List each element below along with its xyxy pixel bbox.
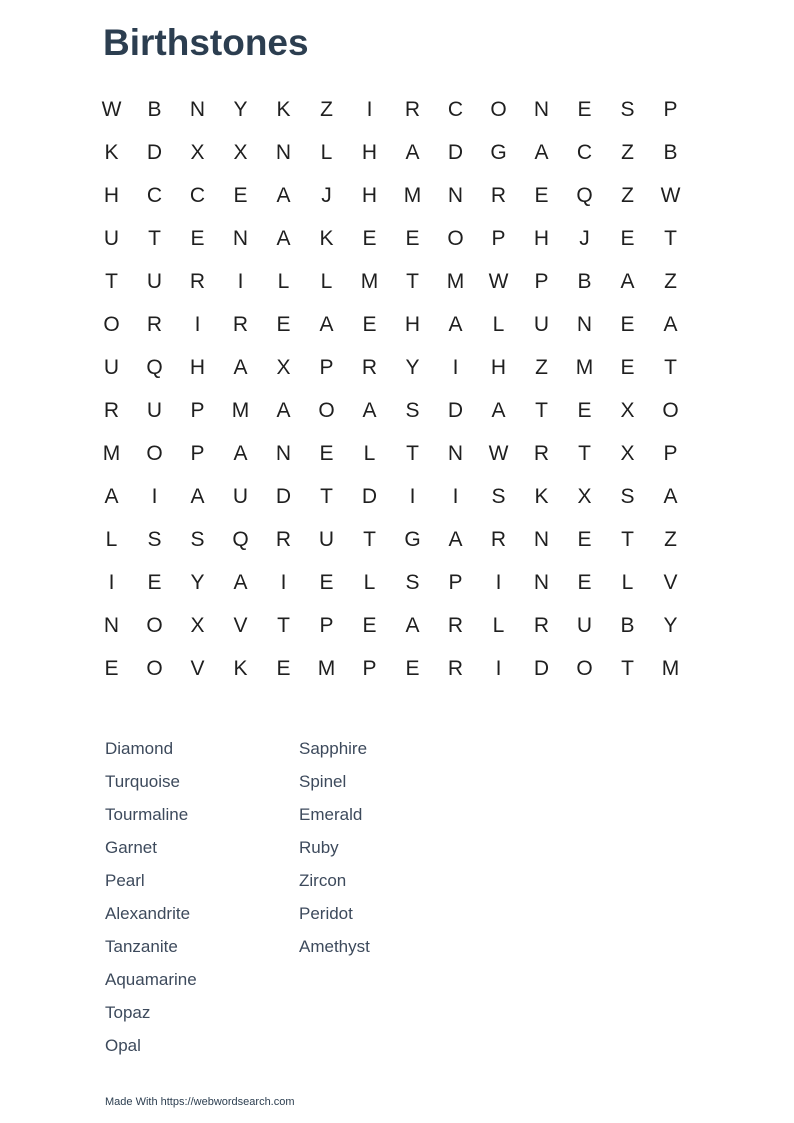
grid-letter: Z: [621, 141, 634, 164]
grid-letter: E: [534, 184, 549, 207]
word-list: [105, 738, 493, 1068]
grid-letter: P: [491, 227, 506, 250]
grid-letter: T: [578, 442, 591, 465]
grid-letter: I: [237, 270, 244, 293]
grid-letter: I: [452, 485, 459, 508]
grid-letter: N: [275, 141, 292, 164]
grid-letter: O: [146, 614, 163, 637]
grid-letter: L: [320, 270, 333, 293]
grid-letter: K: [319, 227, 334, 250]
grid-letter: S: [620, 98, 635, 121]
grid-letter: O: [576, 657, 593, 680]
grid-letter: R: [361, 356, 378, 379]
grid-letter: D: [533, 657, 550, 680]
grid-letter: V: [233, 614, 248, 637]
grid-letter: R: [490, 528, 507, 551]
grid-letter: D: [447, 399, 464, 422]
grid-letter: A: [233, 442, 248, 465]
grid-letter: X: [190, 141, 205, 164]
grid-letter: O: [103, 313, 120, 336]
grid-letter: M: [403, 184, 422, 207]
grid-letter: P: [190, 399, 205, 422]
grid-letter: W: [488, 442, 509, 465]
grid-letter: H: [361, 141, 378, 164]
grid-letter: K: [104, 141, 119, 164]
grid-letter: A: [534, 141, 549, 164]
grid-letter: E: [319, 571, 334, 594]
grid-letter: A: [663, 485, 678, 508]
grid-letter: E: [577, 399, 592, 422]
grid-letter: N: [447, 442, 464, 465]
grid-row: [90, 131, 692, 174]
grid-letter: R: [275, 528, 292, 551]
word-item: Peridot: [299, 904, 353, 923]
grid-letter: Q: [232, 528, 249, 551]
grid-letter: E: [276, 657, 291, 680]
grid-letter: C: [146, 184, 163, 207]
grid-letter: E: [319, 442, 334, 465]
grid-letter: M: [360, 270, 379, 293]
grid-letter: S: [405, 571, 420, 594]
word-item: Diamond: [105, 739, 174, 758]
grid-letter: M: [231, 399, 250, 422]
grid-letter: E: [233, 184, 248, 207]
grid-letter: E: [362, 313, 377, 336]
word-column: [105, 738, 299, 1068]
grid-letter: S: [190, 528, 205, 551]
grid-letter: P: [534, 270, 549, 293]
grid-letter: S: [491, 485, 506, 508]
grid-letter: I: [108, 571, 115, 594]
grid-letter: A: [491, 399, 506, 422]
grid-letter: M: [317, 657, 336, 680]
word-item: Spinel: [299, 772, 347, 791]
grid-letter: U: [146, 270, 163, 293]
footer-credit: Made With https://webwordsearch.com: [105, 1096, 295, 1108]
word-item: Tanzanite: [105, 937, 178, 956]
grid-letter: A: [319, 313, 334, 336]
grid-letter: T: [406, 442, 419, 465]
grid-letter: N: [533, 571, 550, 594]
grid-letter: E: [577, 571, 592, 594]
grid-letter: B: [147, 98, 162, 121]
grid-row: [90, 217, 692, 260]
grid-letter: A: [233, 356, 248, 379]
grid-letter: K: [233, 657, 248, 680]
word-column: [299, 738, 493, 1068]
grid-letter: A: [276, 184, 291, 207]
grid-letter: I: [452, 356, 459, 379]
grid-letter: E: [405, 227, 420, 250]
grid-row: [90, 604, 692, 647]
grid-letter: N: [533, 98, 550, 121]
grid-letter: M: [446, 270, 465, 293]
grid-letter: I: [409, 485, 416, 508]
grid-letter: A: [448, 313, 463, 336]
grid-letter: X: [233, 141, 248, 164]
grid-letter: S: [620, 485, 635, 508]
grid-letter: N: [533, 528, 550, 551]
grid-letter: Y: [663, 614, 678, 637]
grid-letter: J: [321, 184, 332, 207]
grid-letter: R: [232, 313, 249, 336]
grid-letter: H: [533, 227, 550, 250]
grid-letter: G: [490, 141, 507, 164]
grid-letter: R: [189, 270, 206, 293]
grid-letter: L: [363, 442, 376, 465]
grid-letter: S: [147, 528, 162, 551]
grid-letter: N: [189, 98, 206, 121]
grid-letter: A: [663, 313, 678, 336]
grid-letter: W: [488, 270, 509, 293]
grid-letter: D: [146, 141, 163, 164]
word-item: Amethyst: [299, 937, 370, 956]
word-item: Topaz: [105, 1003, 151, 1022]
grid-letter: C: [576, 141, 593, 164]
grid-letter: D: [275, 485, 292, 508]
word-item: Tourmaline: [105, 805, 189, 824]
grid-letter: A: [276, 227, 291, 250]
grid-letter: J: [579, 227, 590, 250]
grid-row: [90, 174, 692, 217]
grid-letter: E: [620, 227, 635, 250]
grid-letter: D: [447, 141, 464, 164]
grid-letter: A: [104, 485, 119, 508]
grid-letter: N: [447, 184, 464, 207]
grid-letter: T: [105, 270, 118, 293]
grid-letter: U: [576, 614, 593, 637]
grid-letter: I: [495, 657, 502, 680]
grid-letter: T: [277, 614, 290, 637]
grid-letter: E: [577, 528, 592, 551]
grid-letter: P: [362, 657, 377, 680]
grid-letter: O: [318, 399, 335, 422]
grid-letter: A: [276, 399, 291, 422]
grid-letter: Q: [146, 356, 163, 379]
grid-letter: S: [405, 399, 420, 422]
grid-letter: B: [577, 270, 592, 293]
grid-letter: R: [404, 98, 421, 121]
grid-letter: T: [148, 227, 161, 250]
grid-letter: H: [103, 184, 120, 207]
grid-letter: P: [319, 356, 334, 379]
grid-letter: U: [232, 485, 249, 508]
grid-letter: T: [664, 356, 677, 379]
grid-letter: I: [366, 98, 373, 121]
grid-letter: T: [320, 485, 333, 508]
grid-letter: E: [362, 227, 377, 250]
grid-letter: E: [577, 98, 592, 121]
grid-letter: M: [661, 657, 680, 680]
grid-letter: I: [280, 571, 287, 594]
grid-letter: A: [362, 399, 377, 422]
grid-letter: O: [447, 227, 464, 250]
word-item: Emerald: [299, 805, 363, 824]
grid-letter: N: [232, 227, 249, 250]
grid-letter: A: [233, 571, 248, 594]
grid-row: [90, 432, 692, 475]
grid-row: [90, 389, 692, 432]
grid-letter: N: [576, 313, 593, 336]
grid-letter: L: [621, 571, 634, 594]
grid-row: [90, 475, 692, 518]
page-title: Birthstones: [103, 22, 309, 63]
grid-letter: P: [319, 614, 334, 637]
grid-letter: T: [621, 528, 634, 551]
grid-letter: N: [103, 614, 120, 637]
word-item: Opal: [105, 1036, 141, 1055]
grid-letter: E: [190, 227, 205, 250]
grid-letter: Z: [535, 356, 548, 379]
grid-row: [90, 346, 692, 389]
grid-letter: E: [104, 657, 119, 680]
grid-letter: C: [447, 98, 464, 121]
word-item: Sapphire: [299, 739, 368, 758]
grid-letter: K: [276, 98, 291, 121]
word-item: Garnet: [105, 838, 157, 857]
grid-letter: L: [363, 571, 376, 594]
grid-letter: A: [448, 528, 463, 551]
grid-letter: Y: [405, 356, 420, 379]
word-item: Aquamarine: [105, 970, 197, 989]
grid-letter: T: [535, 399, 548, 422]
grid-row: [90, 260, 692, 303]
grid-letter: Y: [190, 571, 205, 594]
grid-letter: E: [147, 571, 162, 594]
grid-letter: E: [620, 313, 635, 336]
grid-letter: B: [620, 614, 635, 637]
grid-letter: N: [275, 442, 292, 465]
grid-letter: X: [190, 614, 205, 637]
grid-letter: E: [362, 614, 377, 637]
grid-letter: I: [495, 571, 502, 594]
grid-row: [90, 518, 692, 561]
grid-letter: T: [621, 657, 634, 680]
word-item: Alexandrite: [105, 904, 191, 923]
grid-letter: A: [405, 141, 420, 164]
grid-letter: A: [620, 270, 635, 293]
letter-grid: [90, 88, 692, 690]
grid-letter: P: [663, 98, 678, 121]
grid-letter: U: [146, 399, 163, 422]
grid-letter: A: [405, 614, 420, 637]
grid-letter: Z: [621, 184, 634, 207]
grid-letter: H: [361, 184, 378, 207]
word-item: Turquoise: [105, 772, 180, 791]
grid-letter: M: [575, 356, 594, 379]
grid-letter: I: [151, 485, 158, 508]
grid-letter: X: [620, 399, 635, 422]
grid-letter: L: [277, 270, 290, 293]
grid-letter: L: [105, 528, 118, 551]
grid-letter: H: [404, 313, 421, 336]
grid-letter: R: [146, 313, 163, 336]
grid-letter: P: [190, 442, 205, 465]
grid-letter: C: [189, 184, 206, 207]
grid-letter: Z: [664, 528, 677, 551]
grid-letter: R: [533, 442, 550, 465]
grid-letter: V: [663, 571, 678, 594]
grid-letter: R: [533, 614, 550, 637]
grid-letter: Y: [233, 98, 248, 121]
grid-letter: U: [318, 528, 335, 551]
grid-letter: L: [492, 313, 505, 336]
grid-letter: X: [276, 356, 291, 379]
grid-letter: E: [276, 313, 291, 336]
grid-letter: E: [620, 356, 635, 379]
grid-letter: O: [146, 442, 163, 465]
grid-letter: H: [189, 356, 206, 379]
grid-letter: H: [490, 356, 507, 379]
grid-letter: R: [447, 614, 464, 637]
grid-letter: T: [664, 227, 677, 250]
grid-letter: U: [533, 313, 550, 336]
grid-letter: W: [101, 98, 122, 121]
grid-letter: V: [190, 657, 205, 680]
grid-letter: Z: [664, 270, 677, 293]
grid-letter: T: [406, 270, 419, 293]
grid-letter: O: [662, 399, 679, 422]
grid-row: [90, 647, 692, 690]
grid-letter: K: [534, 485, 549, 508]
grid-letter: D: [361, 485, 378, 508]
grid-letter: M: [102, 442, 121, 465]
grid-row: [90, 303, 692, 346]
grid-letter: R: [103, 399, 120, 422]
grid-letter: X: [620, 442, 635, 465]
grid-letter: E: [405, 657, 420, 680]
grid-letter: U: [103, 227, 120, 250]
grid-letter: P: [448, 571, 463, 594]
grid-letter: X: [577, 485, 592, 508]
word-item: Ruby: [299, 838, 339, 857]
grid-letter: B: [663, 141, 678, 164]
grid-letter: I: [194, 313, 201, 336]
grid-row: [90, 561, 692, 604]
grid-letter: G: [404, 528, 421, 551]
grid-letter: R: [447, 657, 464, 680]
grid-letter: U: [103, 356, 120, 379]
word-item: Pearl: [105, 871, 145, 890]
grid-letter: O: [146, 657, 163, 680]
grid-letter: W: [660, 184, 681, 207]
grid-letter: T: [363, 528, 376, 551]
grid-letter: Q: [576, 184, 593, 207]
grid-letter: P: [663, 442, 678, 465]
grid-letter: L: [492, 614, 505, 637]
grid-row: [90, 88, 692, 131]
word-item: Zircon: [299, 871, 347, 890]
grid-letter: Z: [320, 98, 333, 121]
grid-letter: R: [490, 184, 507, 207]
grid-letter: A: [190, 485, 205, 508]
grid-letter: L: [320, 141, 333, 164]
grid-letter: O: [490, 98, 507, 121]
